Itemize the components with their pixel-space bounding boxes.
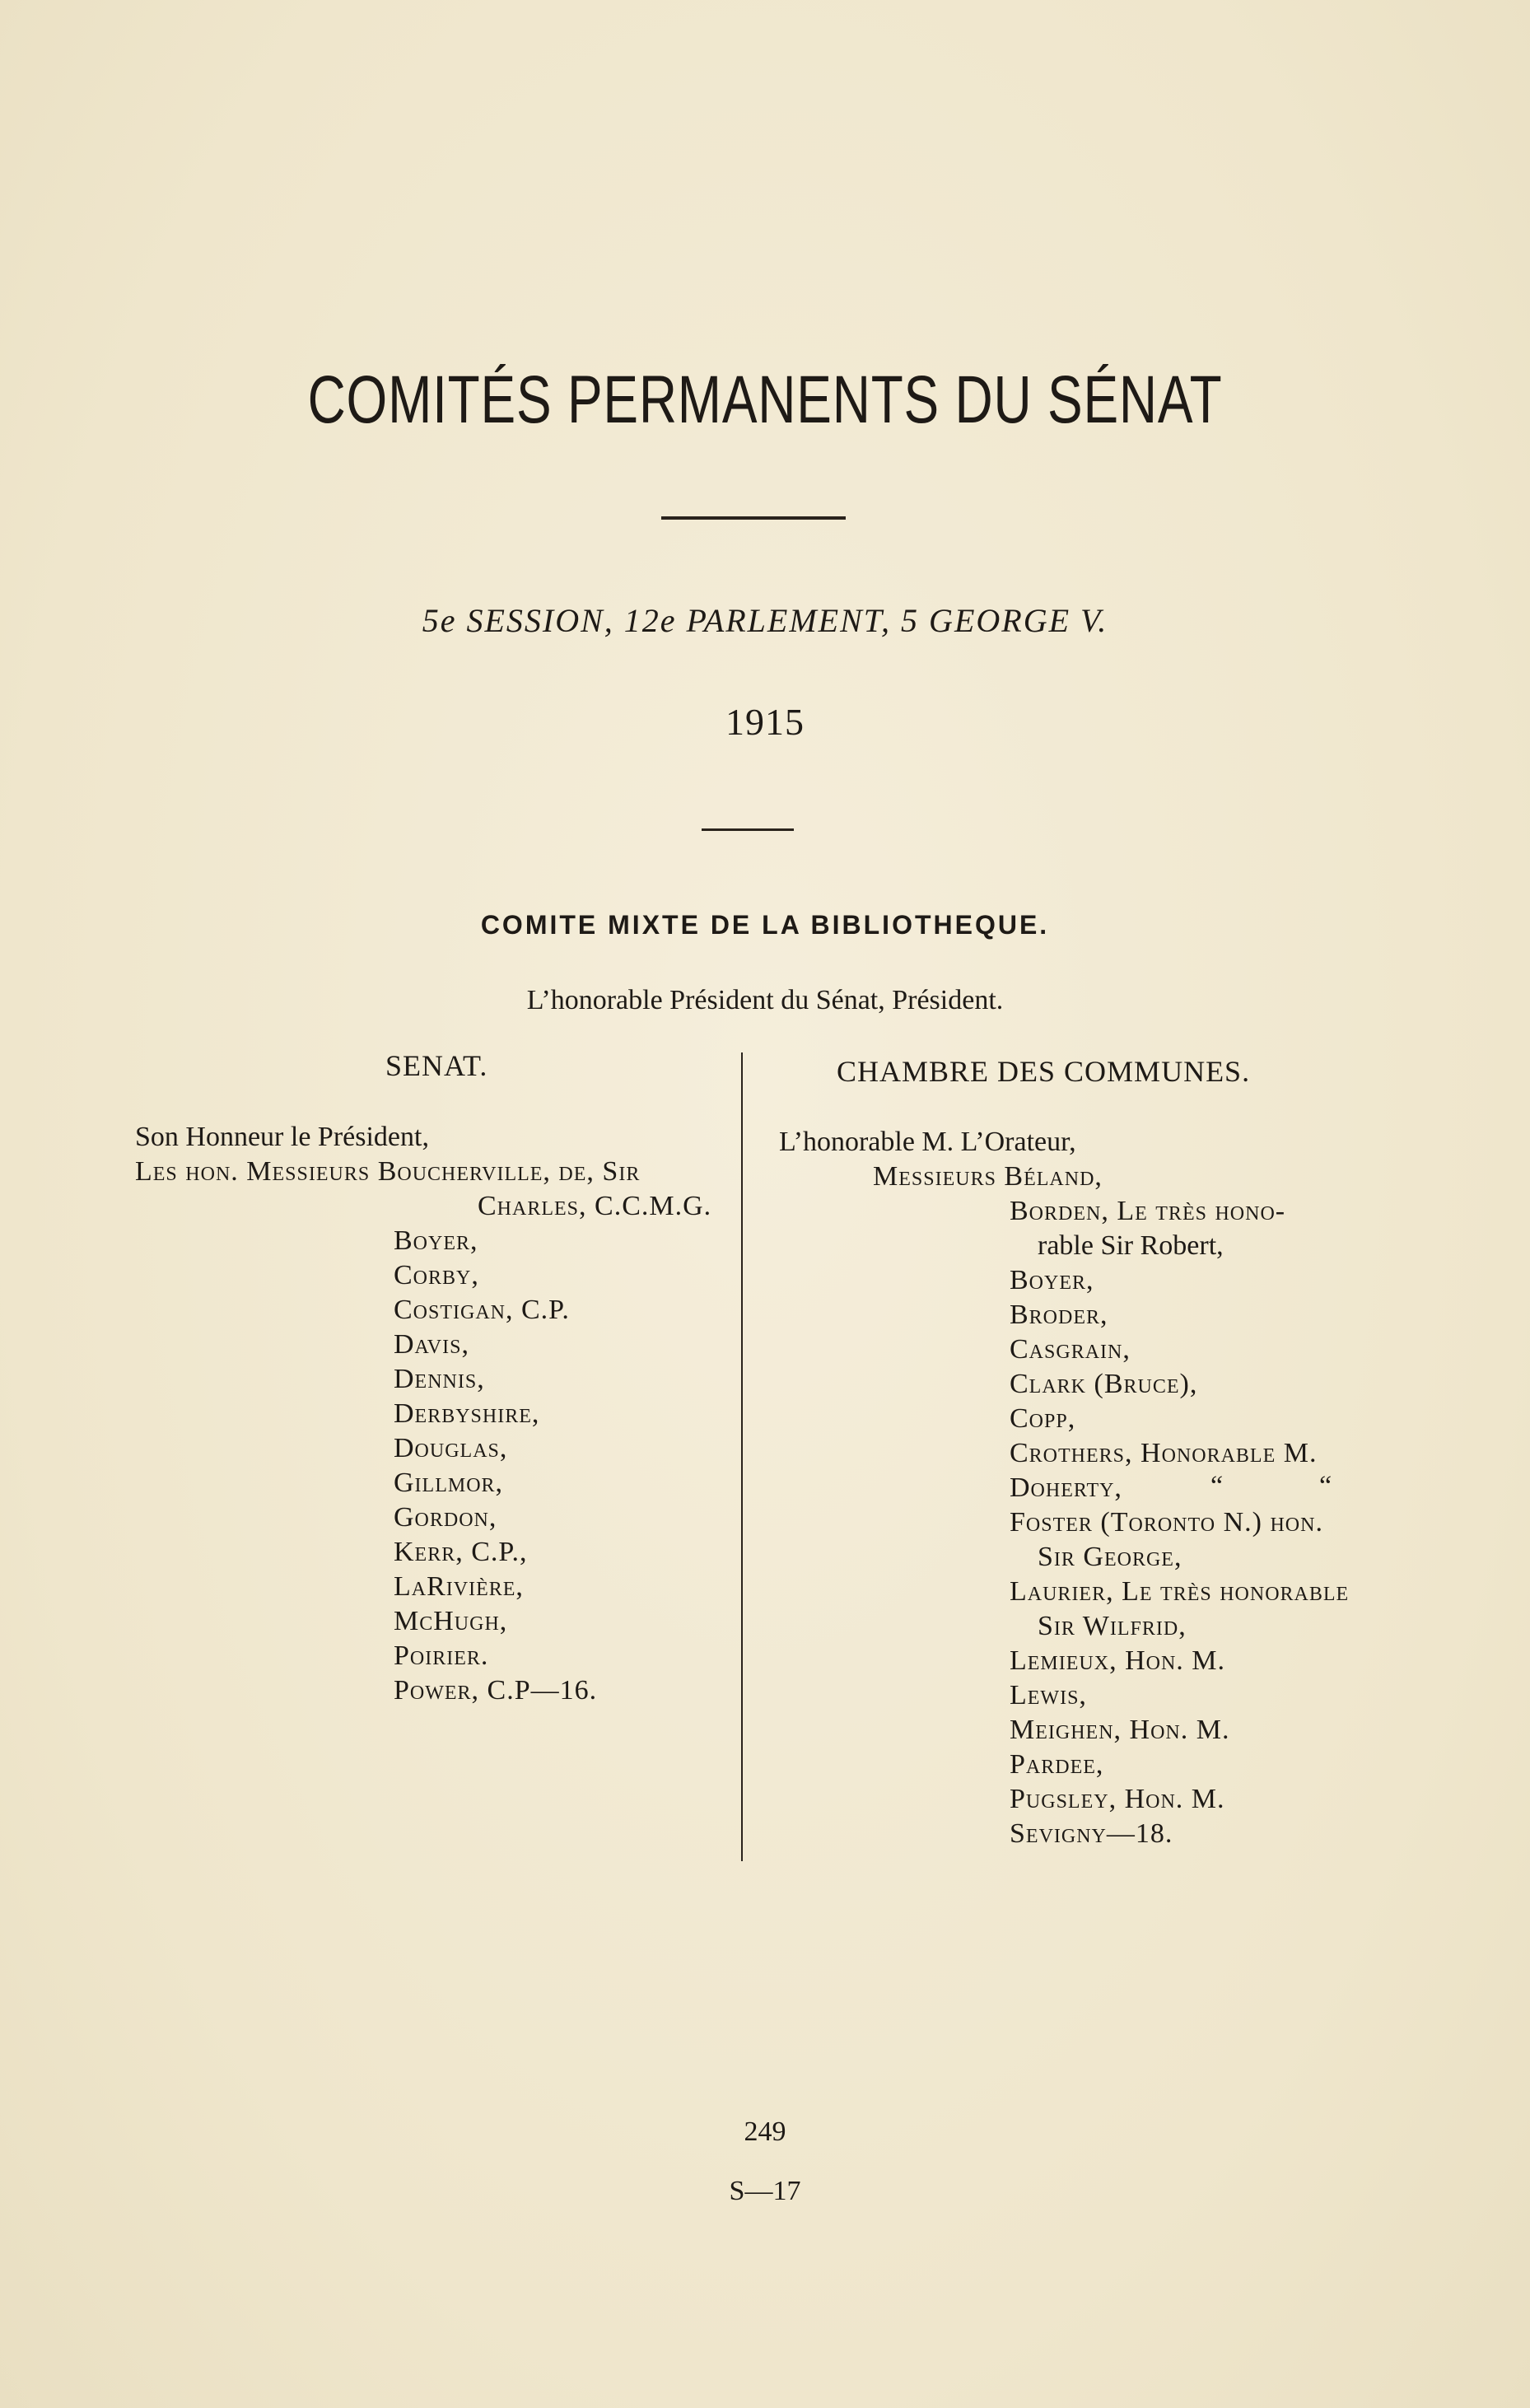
- senate-line: Charles, C.C.M.G.: [478, 1191, 712, 1221]
- senate-line: Davis,: [394, 1329, 469, 1360]
- session-line: 5e SESSION, 12e PARLEMENT, 5 GEORGE V.: [422, 602, 1108, 639]
- senate-line: Costigan, C.P.: [394, 1295, 570, 1325]
- ditto-mark: “: [1210, 1471, 1224, 1501]
- commons-line: Sir George,: [1038, 1542, 1182, 1572]
- senate-line: Boyer,: [394, 1225, 478, 1256]
- senate-line: Son Honneur le Président,: [135, 1122, 429, 1152]
- commons-heading: CHAMBRE DES COMMUNES.: [837, 1055, 1251, 1088]
- senate-line: Les hon. Messieurs Boucherville, de, Sir: [135, 1156, 641, 1187]
- commons-line: rable Sir Robert,: [1038, 1230, 1224, 1261]
- commons-line: Lewis,: [1010, 1680, 1087, 1710]
- year: 1915: [725, 701, 805, 743]
- title-rule: [661, 516, 846, 520]
- commons-line: L’honorable M. L’Orateur,: [779, 1127, 1076, 1157]
- commons-line: Doherty,: [1010, 1472, 1122, 1503]
- ditto-mark: “: [1319, 1471, 1332, 1501]
- senate-line: McHugh,: [394, 1606, 508, 1636]
- commons-line: Boyer,: [1010, 1265, 1094, 1295]
- senate-line: Power, C.P—16.: [394, 1675, 598, 1706]
- senate-line: Dennis,: [394, 1364, 485, 1394]
- committee-title: COMITE MIXTE DE LA BIBLIOTHEQUE.: [480, 910, 1050, 940]
- commons-line: Pugsley, Hon. M.: [1010, 1784, 1225, 1814]
- commons-line: Crothers, Honorable M.: [1010, 1438, 1318, 1468]
- commons-line: Foster (Toronto N.) hon.: [1010, 1507, 1323, 1538]
- commons-line: Clark (Bruce),: [1010, 1369, 1198, 1399]
- commons-line: Lemieux, Hon. M.: [1010, 1645, 1226, 1676]
- commons-line: Meighen, Hon. M.: [1010, 1715, 1230, 1745]
- committee-president: L’honorable Président du Sénat, Président.: [526, 985, 1004, 1015]
- commons-line: Messieurs Béland,: [873, 1161, 1103, 1192]
- commons-line: Broder,: [1010, 1300, 1108, 1330]
- page-number: 249: [744, 2116, 786, 2147]
- commons-line: Borden, Le très hono-: [1010, 1196, 1286, 1226]
- senate-line: Corby,: [394, 1260, 479, 1290]
- senate-line: Kerr, C.P.,: [394, 1537, 528, 1567]
- senate-heading: SENAT.: [385, 1049, 488, 1082]
- signature-mark: S—17: [729, 2176, 801, 2206]
- senate-line: Derbyshire,: [394, 1398, 540, 1429]
- commons-line: Casgrain,: [1010, 1334, 1131, 1365]
- commons-line: Pardee,: [1010, 1749, 1104, 1780]
- commons-line: Sevigny—18.: [1010, 1818, 1173, 1849]
- senate-line: LaRivière,: [394, 1571, 524, 1602]
- senate-line: Gillmor,: [394, 1468, 504, 1498]
- senate-line: Gordon,: [394, 1502, 497, 1533]
- page-title: COMITÉS PERMANENTS DU SÉNAT: [307, 362, 1223, 437]
- commons-line: Laurier, Le très honorable: [1010, 1576, 1350, 1607]
- senate-line: Poirier.: [394, 1640, 489, 1671]
- senate-line: Douglas,: [394, 1433, 508, 1463]
- commons-line: Sir Wilfrid,: [1038, 1611, 1187, 1641]
- column-divider: [741, 1052, 743, 1861]
- commons-line: Copp,: [1010, 1403, 1076, 1434]
- year-rule: [702, 828, 794, 831]
